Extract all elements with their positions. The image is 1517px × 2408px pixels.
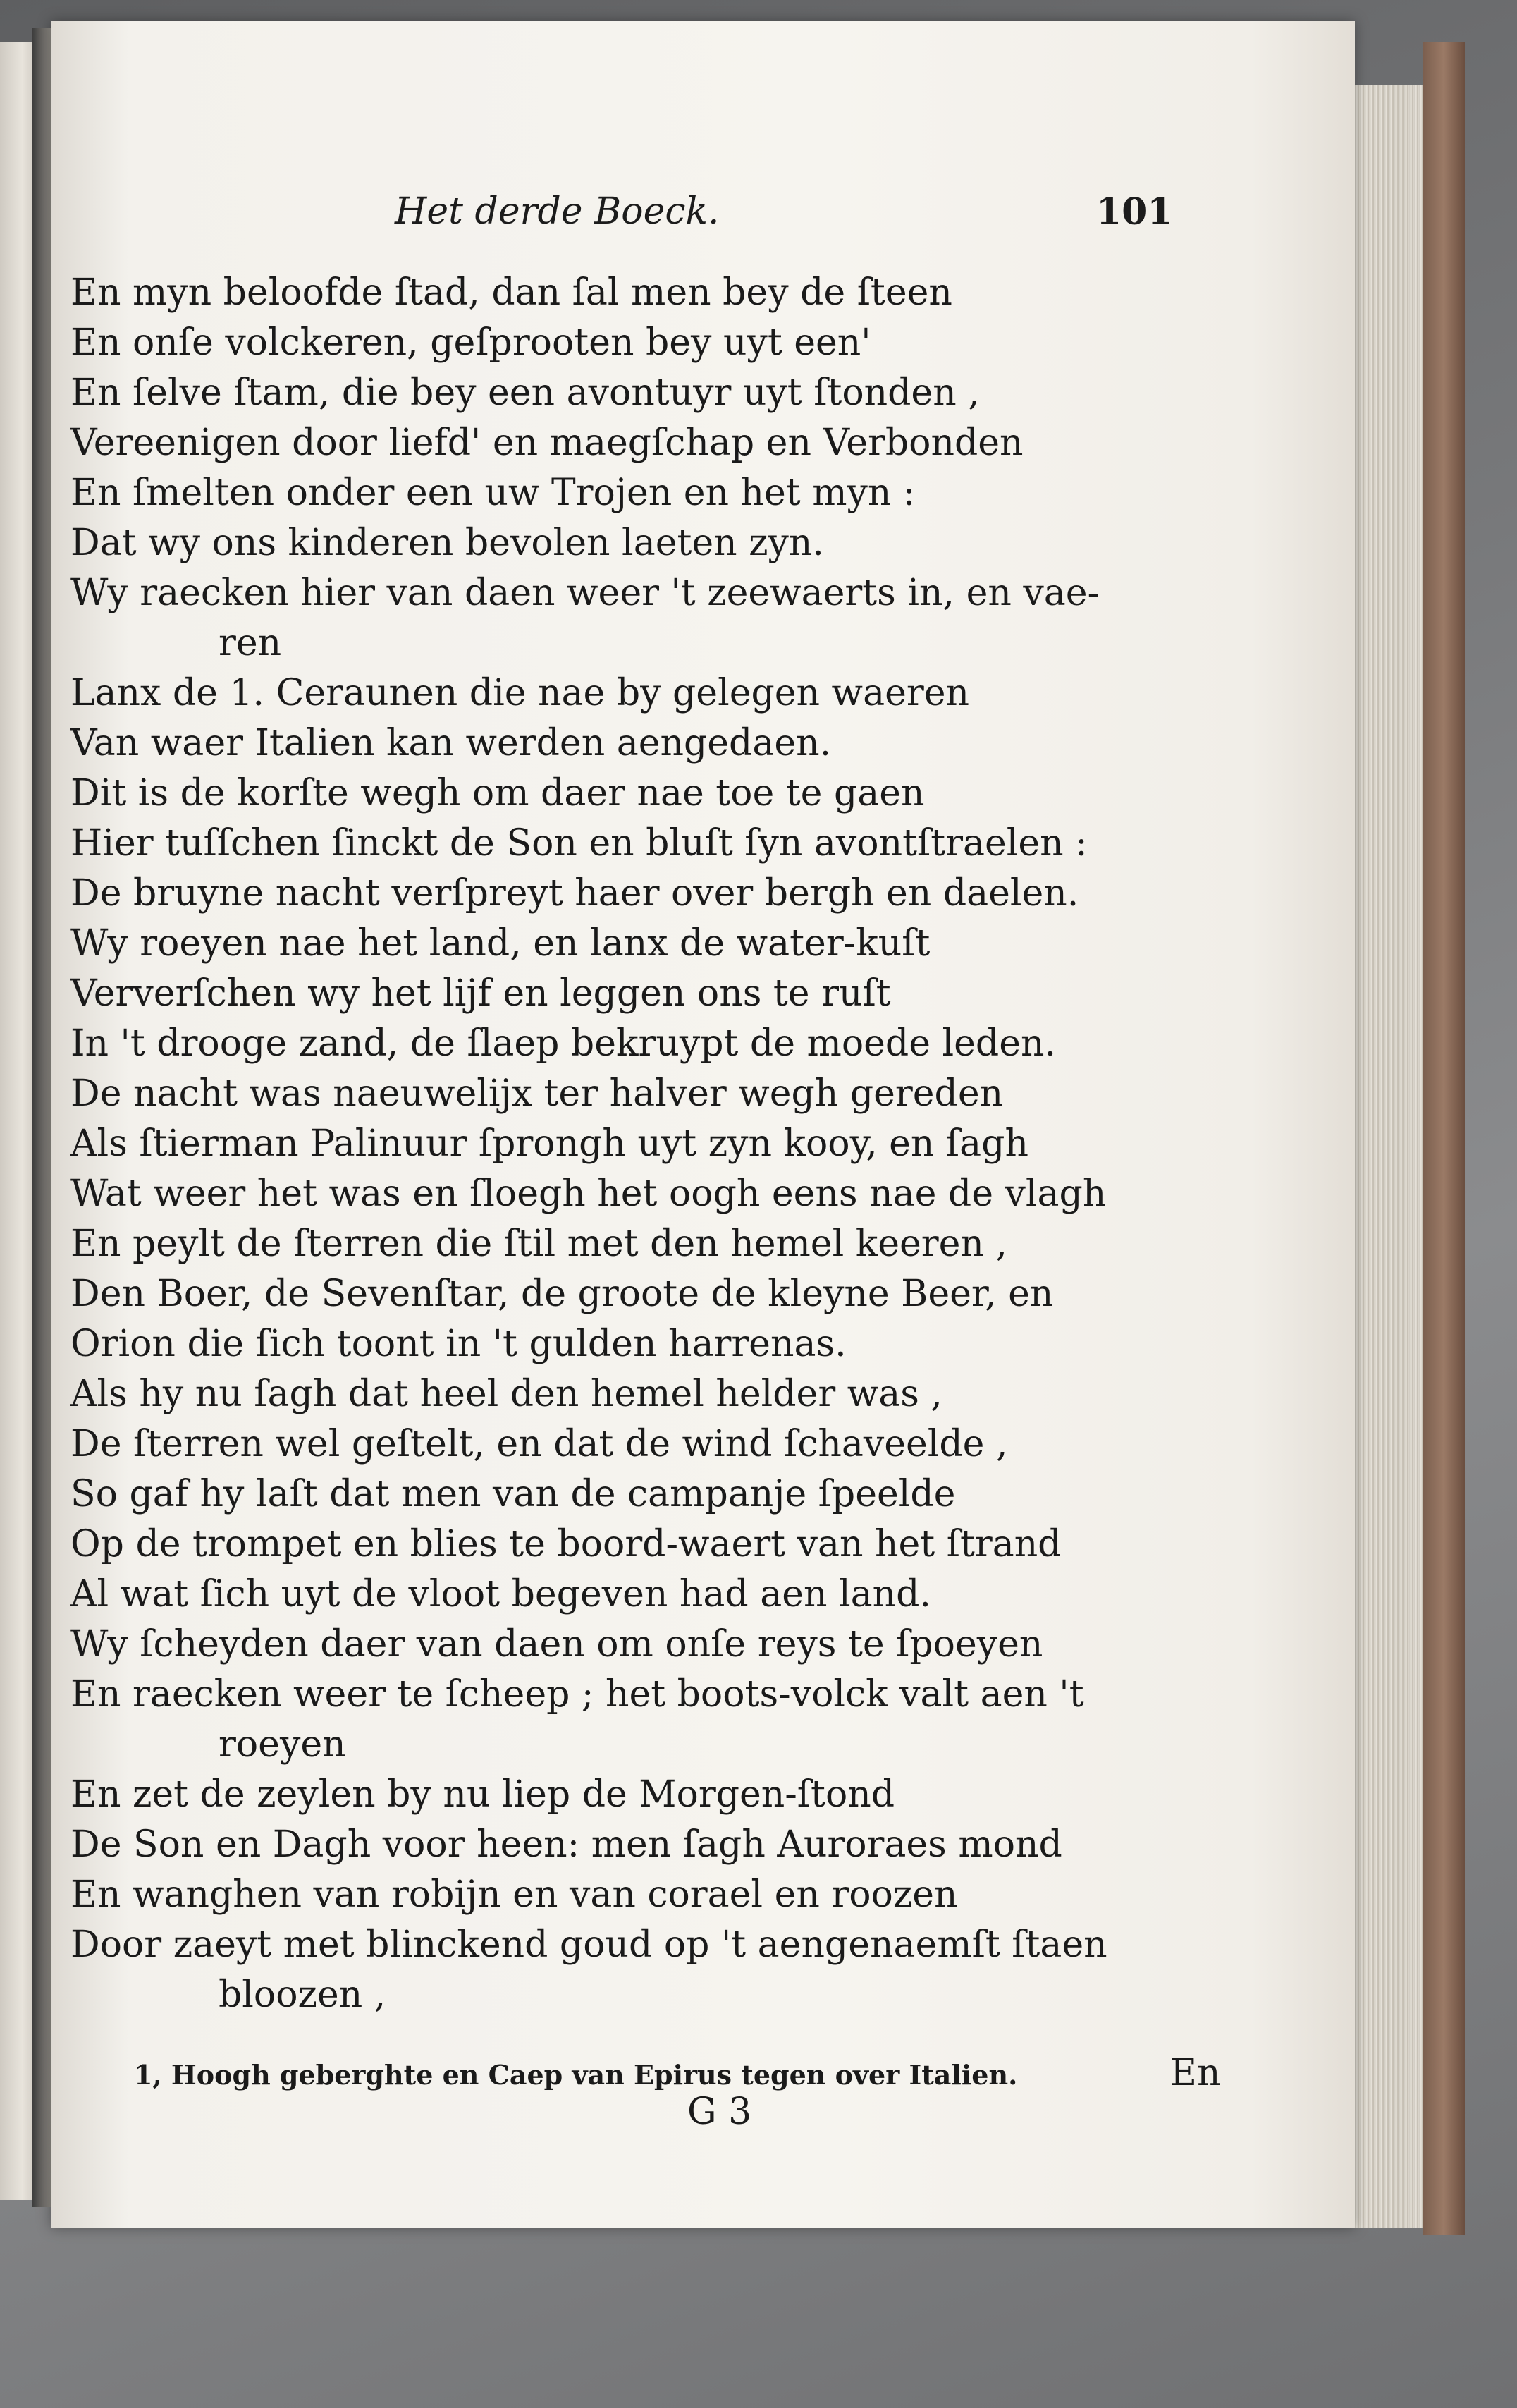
page-number: 101 [1096,190,1173,233]
verse-line: Als ſtierman Palinuur ſprongh uyt zyn kooy, en ſagh [70,1123,1028,1165]
verse-line: En peylt de ſterren die ſtil met den hemel keeren , [70,1223,1007,1265]
verse-line: Hier tuſſchen ſinckt de Son en bluſt ſyn avontſtraelen : [70,822,1088,864]
verse-line: Ververſchen wy het lijf en leggen ons te ruſt [70,972,891,1015]
verse-line: Van waer Italien kan werden aengedaen. [70,722,832,764]
cover-edge [1423,42,1465,2235]
verse-line: Dit is de korſte wegh om daer nae toe te gaen [70,772,925,814]
verse-line: Als hy nu ſagh dat heel den hemel helder was , [70,1373,942,1415]
verse-line: En ſelve ſtam, die bey een avontuyr uyt ſtonden , [70,372,980,414]
verse-line: De Son en Dagh voor heen: men ſagh Auroraes mond [70,1823,1062,1866]
gutter-shadow [32,28,53,2207]
verse-text [70,268,1269,2020]
page-block-edge [1353,85,1425,2228]
verse-line: ren [219,622,282,664]
verse-line: En onſe volckeren, geſprooten bey uyt een' [70,322,871,364]
verse-line: Dat wy ons kinderen bevolen laeten zyn. [70,522,824,564]
verse-line: roeyen [219,1723,346,1766]
verse-line: De nacht was naeuwelijx ter halver wegh gereden [70,1072,1004,1115]
verse-line: De ſterren wel geſtelt, en dat de wind ſchaveelde , [70,1423,1008,1465]
verse-line: En ſmelten onder een uw Trojen en het myn : [70,472,916,514]
running-head: Het derde Boeck. [395,190,720,233]
verse-line: En wanghen van robijn en van corael en roozen [70,1874,958,1916]
verse-line: En zet de zeylen by nu liep de Morgen-ſtond [70,1773,895,1816]
verse-line: bloozen , [219,1974,386,2016]
verse-line: En raecken weer te ſcheep ; het boots-volck valt aen 't [70,1673,1084,1716]
verse-line: Wy raecken hier van daen weer 't zeewaerts in, en vae- [70,572,1100,614]
verse-line: Wy ſcheyden daer van daen om onſe reys te ſpoeyen [70,1623,1043,1666]
verse-line: Vereenigen door liefd' en maegſchap en Verbonden [70,422,1024,464]
footnote: 1, Hoogh geberghte en Caep van Epirus tegen over Italien. [134,2059,1018,2091]
catchword: En [1170,2052,1221,2094]
facing-page-edge [0,42,33,2200]
verse-line: In 't drooge zand, de ſlaep bekruypt de moede leden. [70,1022,1056,1065]
verse-line: En myn beloofde ſtad, dan ſal men bey de ſteen [70,271,952,314]
verse-line: Wy roeyen nae het land, en lanx de water-kuſt [70,922,931,965]
verse-line: Lanx de 1. Ceraunen die nae by gelegen waeren [70,672,969,714]
verse-line: Wat weer het was en ſloegh het oogh eens nae de vlagh [70,1173,1107,1215]
verse-line: De bruyne nacht verſpreyt haer over bergh en daelen. [70,872,1079,915]
verse-line: Door zaeyt met blinckend goud op 't aengenaemſt ſtaen [70,1924,1107,1966]
verse-line: Op de trompet en blies te boord-waert van het ſtrand [70,1523,1062,1565]
verse-line: Den Boer, de Sevenſtar, de groote de kleyne Beer, en [70,1273,1054,1315]
verse-line: Al wat ſich uyt de vloot begeven had aen land. [70,1573,931,1615]
signature-mark: G 3 [687,2091,752,2133]
verse-line: So gaf hy laſt dat men van de campanje ſpeelde [70,1473,956,1515]
verse-line: Orion die ſich toont in 't gulden harrenas. [70,1323,847,1365]
